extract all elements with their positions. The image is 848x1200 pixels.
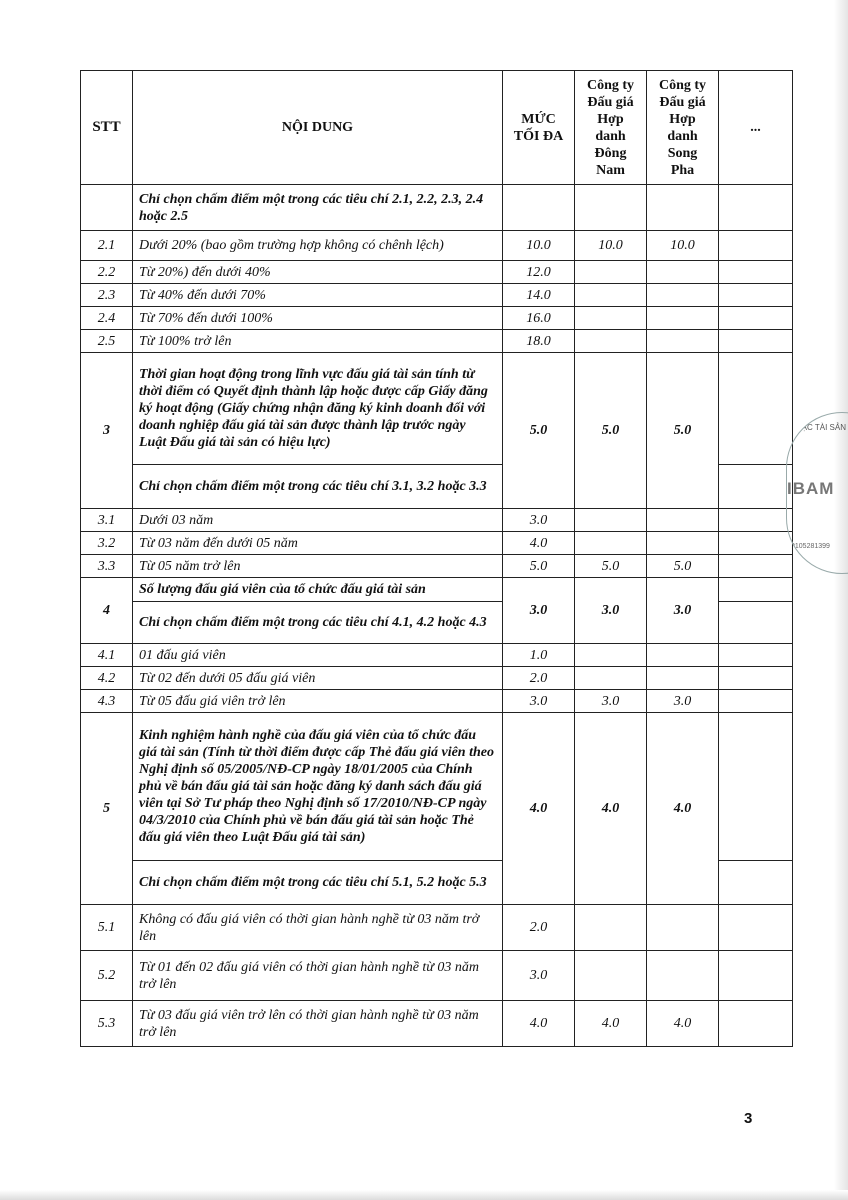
cell-stt: 5.3 <box>81 1001 133 1047</box>
cell-stt: 2.4 <box>81 307 133 330</box>
header-c2-l2: Đấu giá <box>659 94 706 110</box>
cell-content: Từ 02 đến dưới 05 đấu giá viên <box>133 667 503 690</box>
cell-content: Từ 01 đến 02 đấu giá viên có thời gian hành nghề từ 03 năm trở lên <box>133 951 503 1001</box>
cell-c2: 4.0 <box>647 713 719 905</box>
table-row <box>81 905 793 951</box>
cell-max: 4.0 <box>503 532 575 555</box>
cell-stt: 5.2 <box>81 951 133 1001</box>
cell-stt: 3.3 <box>81 555 133 578</box>
cell-max: 3.0 <box>503 951 575 1001</box>
cell-content: Dưới 03 năm <box>133 509 503 532</box>
cell-c2: 10.0 <box>647 231 719 261</box>
table-row <box>81 713 793 861</box>
cell-content: Từ 05 đấu giá viên trở lên <box>133 690 503 713</box>
cell-stt: 2.3 <box>81 284 133 307</box>
cell-content: Từ 40% đến dưới 70% <box>133 284 503 307</box>
table-row <box>81 555 793 578</box>
cell-max: 2.0 <box>503 667 575 690</box>
cell-c2: 4.0 <box>647 1001 719 1047</box>
table-row <box>81 307 793 330</box>
cell-c1: 3.0 <box>575 690 647 713</box>
cell-content: Từ 20%) đến dưới 40% <box>133 261 503 284</box>
cell-stt: 3.2 <box>81 532 133 555</box>
table-row <box>81 261 793 284</box>
cell-c1: 4.0 <box>575 1001 647 1047</box>
table-row <box>81 1001 793 1047</box>
table-row <box>81 509 793 532</box>
cell-content: Dưới 20% (bao gồm trường hợp không có chênh lệch) <box>133 231 503 261</box>
cell-c2: 5.0 <box>647 555 719 578</box>
cell-stt: 4.1 <box>81 644 133 667</box>
header-max-line1: MỨC <box>521 111 556 127</box>
cell-content: Từ 100% trở lên <box>133 330 503 353</box>
cell-stt: 4.2 <box>81 667 133 690</box>
cell-stt: 2.1 <box>81 231 133 261</box>
cell-content: Từ 70% đến dưới 100% <box>133 307 503 330</box>
table-row <box>81 667 793 690</box>
cell-c2: 3.0 <box>647 578 719 644</box>
cell-note: Chỉ chọn chấm điểm một trong các tiêu chí 4.1, 4.2 hoặc 4.3 <box>133 602 503 644</box>
cell-max: 4.0 <box>503 713 575 905</box>
cell-max: 3.0 <box>503 578 575 644</box>
header-company-dong-nam <box>575 71 647 185</box>
stamp-mid-text: IBAM <box>787 479 835 498</box>
table-row <box>81 284 793 307</box>
cell-max: 5.0 <box>503 353 575 509</box>
header-more: ... <box>719 71 793 185</box>
table-row <box>81 690 793 713</box>
cell-stt: 2.5 <box>81 330 133 353</box>
cell-stt: 3 <box>81 353 133 509</box>
cell-note: Chỉ chọn chấm điểm một trong các tiêu chí 5.1, 5.2 hoặc 5.3 <box>133 861 503 905</box>
header-c1-l5: Đông <box>594 145 627 161</box>
table-row <box>81 644 793 667</box>
table-row <box>81 353 793 465</box>
table-row <box>81 578 793 602</box>
cell-max: 1.0 <box>503 644 575 667</box>
cell-content: Kinh nghiệm hành nghề của đấu giá viên của tổ chức đấu giá tài sản (Tính từ thời điểm được cấp Thẻ đấu giá viên theo Nghị định số 05/2005/NĐ-CP ngày 18/01/2005 của Chính phủ về bán đấu giá tài sản hoặc đăng ký danh sách đấu giá viên tại Sở Tư pháp theo Nghị định số 17/2010/NĐ-CP ngày 04/3/2010 của Chính phủ về bán đấu giá tài sản hoặc Thẻ đấu giá viên theo Luật Đấu giá tài sản) <box>133 713 503 861</box>
company-seal-stamp <box>786 412 848 574</box>
header-max-score <box>503 71 575 185</box>
cell-max: 4.0 <box>503 1001 575 1047</box>
cell-stt <box>81 185 133 231</box>
cell-content: Từ 03 năm đến dưới 05 năm <box>133 532 503 555</box>
page-bottom-shadow <box>0 1190 848 1200</box>
table-row <box>81 951 793 1001</box>
cell-max: 5.0 <box>503 555 575 578</box>
cell-note: Chỉ chọn chấm điểm một trong các tiêu chí 2.1, 2.2, 2.3, 2.4 hoặc 2.5 <box>133 185 503 231</box>
cell-max: 2.0 <box>503 905 575 951</box>
header-c2-l1: Công ty <box>658 77 707 93</box>
scoring-table <box>80 70 793 1047</box>
table-row <box>81 330 793 353</box>
table-row <box>81 185 793 231</box>
header-c1-l3: Hợp <box>597 111 624 127</box>
cell-max: 18.0 <box>503 330 575 353</box>
table-row <box>81 532 793 555</box>
cell-c1: 3.0 <box>575 578 647 644</box>
cell-c1: 5.0 <box>575 555 647 578</box>
header-c1-l2: Đấu giá <box>587 94 634 110</box>
cell-max: 16.0 <box>503 307 575 330</box>
page-number: 3 <box>744 1110 753 1127</box>
cell-max: 12.0 <box>503 261 575 284</box>
cell-note: Chỉ chọn chấm điểm một trong các tiêu chí 3.1, 3.2 hoặc 3.3 <box>133 465 503 509</box>
cell-max: 3.0 <box>503 690 575 713</box>
cell-c1: 10.0 <box>575 231 647 261</box>
cell-content: Thời gian hoạt động trong lĩnh vực đấu giá tài sản tính từ thời điểm có Quyết định thành lập hoặc được cấp Giấy đăng ký hoạt động (Giấy chứng nhận đăng ký kinh doanh đối với doanh nghiệp đấu giá tài sản được thành lập trước ngày Luật Đấu giá tài sản có hiệu lực) <box>133 353 503 465</box>
cell-c1: 4.0 <box>575 713 647 905</box>
header-c2-l4: danh <box>667 128 698 144</box>
cell-stt: 2.2 <box>81 261 133 284</box>
cell-c2: 5.0 <box>647 353 719 509</box>
cell-stt: 4 <box>81 578 133 644</box>
cell-max: 14.0 <box>503 284 575 307</box>
table-row <box>81 231 793 261</box>
page-edge-shadow <box>834 0 848 1200</box>
header-stt: STT <box>81 71 133 185</box>
header-company-song-pha <box>647 71 719 185</box>
cell-content: Từ 03 đấu giá viên trở lên có thời gian hành nghề từ 03 năm trở lên <box>133 1001 503 1047</box>
cell-stt: 5 <box>81 713 133 905</box>
cell-stt: 5.1 <box>81 905 133 951</box>
cell-c2: 3.0 <box>647 690 719 713</box>
header-c1-l4: danh <box>595 128 626 144</box>
cell-max: 10.0 <box>503 231 575 261</box>
header-max-line2: TỐI ĐA <box>513 128 564 144</box>
header-c2-l6: Pha <box>670 162 695 178</box>
header-c2-l5: Song <box>667 145 698 161</box>
header-c1-l1: Công ty <box>586 77 635 93</box>
header-c2-l3: Hợp <box>669 111 696 127</box>
cell-content: Không có đấu giá viên có thời gian hành nghề từ 03 năm trở lên <box>133 905 503 951</box>
header-content: NỘI DUNG <box>133 71 503 185</box>
cell-content: Số lượng đấu giá viên của tổ chức đấu giá tài sản <box>133 578 503 602</box>
cell-max: 3.0 <box>503 509 575 532</box>
stamp-bottom-text: 0105281399 <box>791 543 830 550</box>
cell-stt: 3.1 <box>81 509 133 532</box>
cell-stt: 4.3 <box>81 690 133 713</box>
header-c1-l6: Nam <box>596 162 625 178</box>
cell-content: Từ 05 năm trở lên <box>133 555 503 578</box>
stamp-top-text: THẠC TÀI SẢN <box>791 423 846 432</box>
table-header-row <box>81 71 793 185</box>
cell-c1: 5.0 <box>575 353 647 509</box>
cell-content: 01 đấu giá viên <box>133 644 503 667</box>
